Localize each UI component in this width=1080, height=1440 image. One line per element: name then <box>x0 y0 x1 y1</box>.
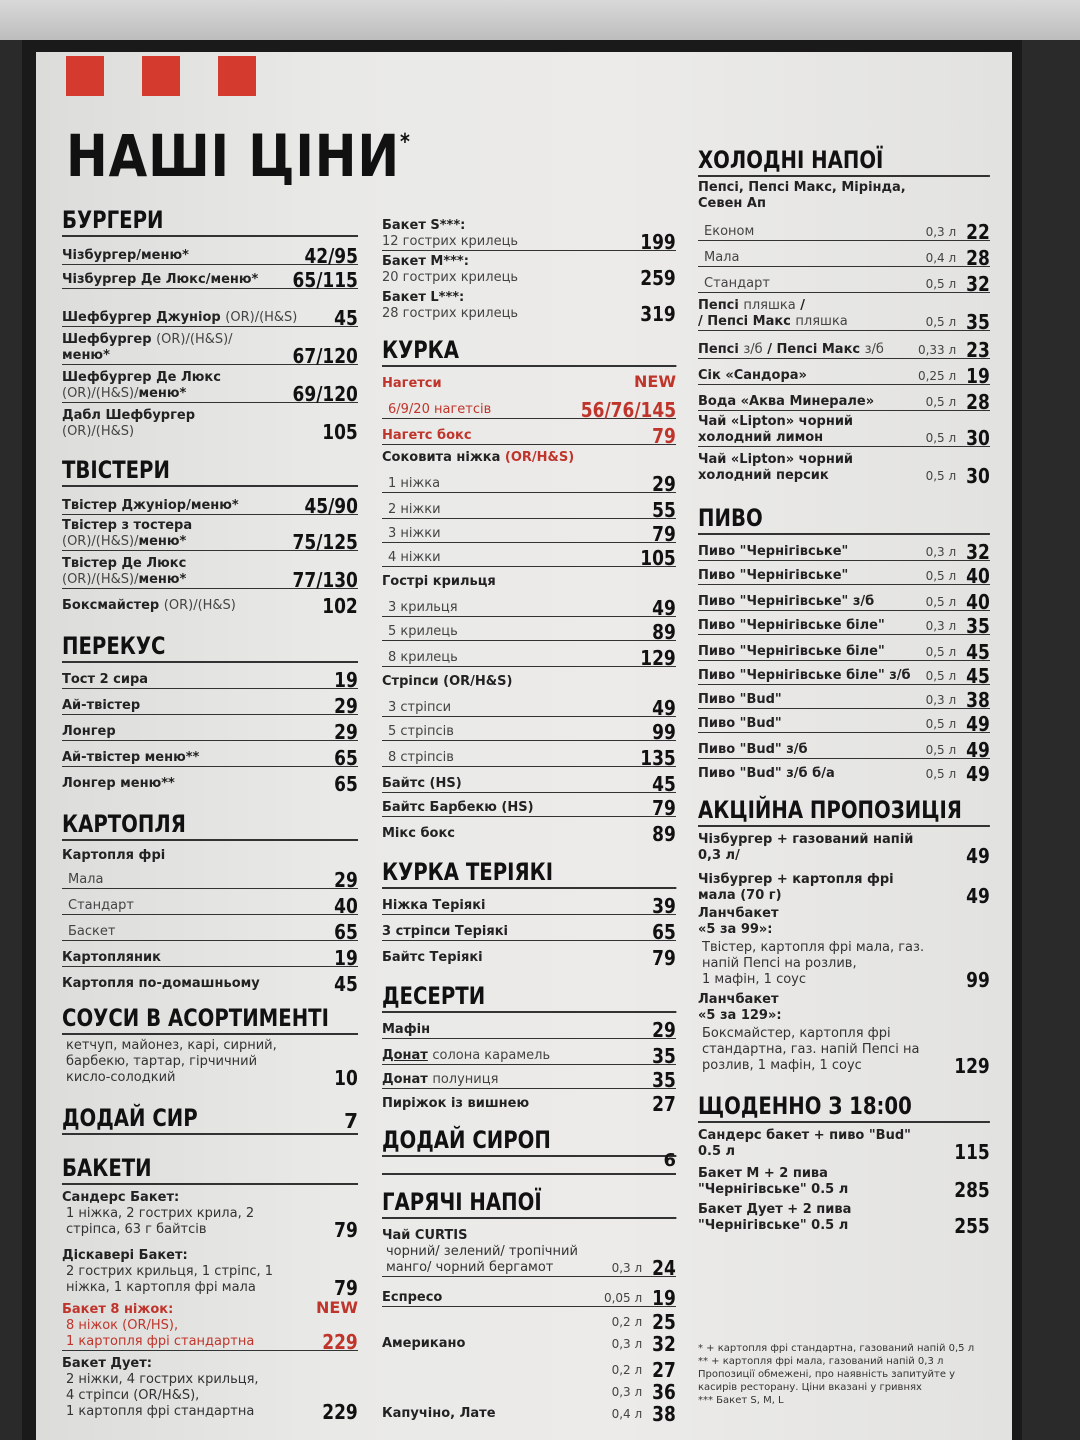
list-item: Пиво "Bud" з/б б/а 0,5 л 49 <box>698 762 990 786</box>
list-item: 3 ніжки 79 <box>382 520 676 543</box>
list-item: Лонгер 29 <box>62 720 358 744</box>
list-item: 2 гострих крильця, 1 стріпс, 1 ніжка, 1 картопля фрі мала 79 <box>66 1264 358 1300</box>
section-beer: ПИВО <box>698 504 990 535</box>
list-item: Сандерс бакет + пиво "Bud" 0.5 л 115 <box>698 1128 990 1164</box>
list-item: Чізбургер + картопля фрі мала (70 г) 49 <box>698 872 990 908</box>
list-item: 2 ніжки 55 <box>382 496 676 519</box>
list-item: Пиво "Bud" 0,3 л 38 <box>698 688 990 712</box>
list-item: Еспресо 0,05 л 19 <box>382 1286 676 1310</box>
page-title: НАШІ ЦІНИ* <box>66 122 411 190</box>
section-cold-drinks: ХОЛОДНІ НАПОЇ <box>698 146 990 177</box>
group-label: Гострі крильця <box>382 574 496 589</box>
section-promo: АКЦІЙНА ПРОПОЗИЦІЯ <box>698 796 990 827</box>
group-label: Чай CURTIS <box>382 1228 468 1243</box>
group-label: Нагетси <box>382 376 442 391</box>
list-item: 1 ніжка 29 <box>382 470 676 493</box>
list-item: Чізбургер + газований напій 0,3 л/ 49 <box>698 832 990 868</box>
list-item: 5 стріпсів 99 <box>382 718 676 741</box>
list-item: Бакет M***: 20 гострих крилець 259 <box>382 254 676 290</box>
group-label: Ланчбакет «5 за 99»: <box>698 906 779 937</box>
list-item: Пиво "Чернігівське" з/б 0,5 л 40 <box>698 590 990 614</box>
section-potato: КАРТОПЛЯ <box>62 810 358 841</box>
section-twisters: ТВІСТЕРИ <box>62 456 358 487</box>
list-item: Шефбургер (OR)/(H&S)/ меню* 67/120 <box>62 332 358 368</box>
list-item: кетчуп, майонез, карі, сирний, барбекю, тартар, гірчичний кисло-солодкий 10 <box>66 1038 358 1090</box>
list-item: Твістер Де Люкс (OR)/(H&S)/меню* 77/130 <box>62 556 358 592</box>
list-item: Твістер, картопля фрі мала, газ. напій Пепсі на розлив, 1 мафін, 1 соус 99 <box>702 940 990 992</box>
list-item: Економ 0,3 л 22 <box>698 218 990 241</box>
list-item: Чізбургер/меню* 42/95 <box>62 244 358 268</box>
bucket-title: Сандерс Бакет: <box>62 1190 180 1205</box>
section-cheese: ДОДАЙ СИР 7 <box>62 1104 358 1133</box>
group-label: Соковита ніжка (OR/H&S) <box>382 450 575 465</box>
list-item: Байтс Барбекю (HS) 79 <box>382 796 676 820</box>
list-item: 8 крилець 129 <box>382 644 676 667</box>
list-item: Твістер Джуніор/меню* 45/90 <box>62 494 358 518</box>
list-item: 0,3 л 36 <box>611 1380 676 1404</box>
section-daily: ЩОДЕННО З 18:00 <box>698 1092 990 1123</box>
bucket-title: Бакет Дует: <box>62 1356 152 1371</box>
list-item: Донат полуниця 35 <box>382 1068 676 1092</box>
list-item: Капучіно, Лате 0,4 л 38 <box>382 1402 676 1426</box>
list-item: Байтс (HS) 45 <box>382 772 676 796</box>
list-item: 2 ніжки, 4 гострих крильця, 4 стріпси (OR/H&S), 1 картопля фрі стандартна 229 <box>66 1372 358 1424</box>
section-hot-drinks: ГАРЯЧІ НАПОЇ <box>382 1188 676 1219</box>
bucket-title: Бакет 8 ніжок: <box>62 1302 174 1317</box>
list-item: 3 стріпси 49 <box>382 694 676 717</box>
list-item: 4 ніжки 105 <box>382 544 676 567</box>
list-item: Бакет S***: 12 гострих крилець 199 <box>382 218 676 254</box>
list-item: 1 ніжка, 2 гострих крила, 2 стріпса, 63 г байтсів 79 <box>66 1206 358 1242</box>
list-item: Пиво "Чернігівське" 0,3 л 32 <box>698 540 990 564</box>
list-item: Чай «Lipton» чорний холодний персик 0,5 л 30 <box>698 452 990 488</box>
list-item: 6/9/20 нагетсів 56/76/145 <box>382 396 676 419</box>
list-item: Стандарт 40 <box>62 892 358 915</box>
group-label: Картопля фрі <box>62 848 166 863</box>
footnotes: * + картопля фрі стандартна, газований напій 0,5 л ** + картопля фрі мала, газований напій 0,3 л Пропозиції обмежені, про наявність запитуйте у касирів ресторану. Ціни вказані у гривнях *** Бакет S, M, L <box>698 1343 975 1406</box>
list-item: Дабл Шефбургер (OR)/(H&S) 105 <box>62 408 358 444</box>
list-item: Мала 0,4 л 28 <box>698 244 990 267</box>
list-item: Ай-твістер 29 <box>62 694 358 718</box>
list-item: Пиво "Чернігівське" 0,5 л 40 <box>698 564 990 588</box>
list-item: Ніжка Теріякі 39 <box>382 894 676 918</box>
list-item: Пиво "Bud" з/б 0,5 л 49 <box>698 738 990 762</box>
new-badge: NEW <box>316 1298 358 1317</box>
list-item: Бакет L***: 28 гострих крилець 319 <box>382 290 676 326</box>
list-item: 5 крилець 89 <box>382 618 676 641</box>
list-item: Пепсі пляшка / / Пепсі Макс пляшка 0,5 л 35 <box>698 298 990 334</box>
brand-stripe <box>218 56 256 96</box>
backdrop-top <box>0 0 1080 40</box>
brand-stripe <box>66 56 104 96</box>
list-item: Пиріжок із вишнею 27 <box>382 1092 676 1116</box>
list-item: Боксмайстер, картопля фрі стандартна, газ. напій Пепсі на розлив, 1 мафін, 1 соус 129 <box>702 1026 990 1078</box>
syrup-price: 6 <box>382 1150 676 1175</box>
list-item: Чізбургер Де Люкс/меню* 65/115 <box>62 268 358 292</box>
section-desserts: ДЕСЕРТИ <box>382 982 676 1013</box>
list-item: чорний/ зелений/ тропічний манго/ чорний бергамот 0,3 л 24 <box>382 1244 676 1277</box>
menu-board <box>36 52 1012 1440</box>
new-badge: NEW <box>634 372 676 391</box>
section-syrup: ДОДАЙ СИРОП <box>382 1126 676 1157</box>
list-item: Ай-твістер меню** 65 <box>62 746 358 770</box>
list-item: Баскет 65 <box>62 918 358 941</box>
list-item: Американо 0,3 л 32 <box>382 1332 676 1356</box>
brand-stripe <box>142 56 180 96</box>
section-sauces: СОУСИ В АСОРТИМЕНТІ <box>62 1004 358 1035</box>
group-label: Стріпси (OR/H&S) <box>382 674 513 689</box>
list-item: 3 крильця 49 <box>382 594 676 617</box>
list-item: Донат солона карамель 35 <box>382 1044 676 1068</box>
list-item: 0,2 л 25 <box>611 1310 676 1334</box>
list-item: Пиво "Чернігівське біле" 0,3 л 35 <box>698 614 990 638</box>
list-item: Мала 29 <box>62 866 358 889</box>
list-item: Картопляник 19 <box>62 946 358 970</box>
section-teriyaki: КУРКА ТЕРІЯКІ <box>382 858 676 889</box>
list-item: Шефбургер Джуніор (OR)/(H&S) 45 <box>62 292 358 327</box>
group-label: Ланчбакет «5 за 129»: <box>698 992 782 1023</box>
list-item: Сік «Сандора» 0,25 л 19 <box>698 364 990 388</box>
list-item: Бакет Дует + 2 пива "Чернігівське" 0.5 л 255 <box>698 1202 990 1238</box>
section-buckets: БАКЕТИ <box>62 1154 358 1185</box>
list-item: Боксмайстер (OR)/(H&S) 102 <box>62 594 358 618</box>
list-item: Нагетс бокс 79 <box>382 424 676 448</box>
list-item: Пепсі з/б / Пепсі Макс з/б 0,33 л 23 <box>698 338 990 362</box>
list-item: 8 стріпсів 135 <box>382 744 676 767</box>
section-chicken: КУРКА <box>382 336 676 367</box>
list-item: Бакет М + 2 пива "Чернігівське" 0.5 л 285 <box>698 1166 990 1202</box>
list-item: Лонгер меню** 65 <box>62 772 358 796</box>
section-burgers: БУРГЕРИ <box>62 206 358 237</box>
group-label: Пепсі, Пепсі Макс, Мірінда, Севен Ап <box>698 180 906 211</box>
list-item: Стандарт 0,5 л 32 <box>698 270 990 293</box>
list-item: Пиво "Чернігівське біле" з/б 0,5 л 45 <box>698 664 990 688</box>
list-item: Пиво "Bud" 0,5 л 49 <box>698 712 990 736</box>
list-item: Мікс бокс 89 <box>382 822 676 846</box>
bucket-title: Діскавері Бакет: <box>62 1248 188 1263</box>
list-item: Байтс Теріякі 79 <box>382 946 676 970</box>
list-item: Шефбургер Де Люкс (OR)/(H&S)/меню* 69/120 <box>62 370 358 406</box>
list-item: 0,2 л 27 <box>611 1358 676 1382</box>
list-item: Чай «Lipton» чорний холодний лимон 0,5 л 30 <box>698 414 990 450</box>
list-item: Вода «Аква Минерале» 0,5 л 28 <box>698 390 990 414</box>
list-item: Тост 2 сира 19 <box>62 668 358 692</box>
list-item: Картопля по-домашньому 45 <box>62 972 358 996</box>
list-item: Пиво "Чернігівське біле" 0,5 л 45 <box>698 640 990 664</box>
list-item: 8 ніжок (OR/HS), 1 картопля фрі стандартна 229 <box>62 1318 358 1351</box>
list-item: Мафін 29 <box>382 1018 676 1042</box>
list-item: 3 стріпси Теріякі 65 <box>382 920 676 944</box>
list-item: Твістер з тостера (OR)/(H&S)/меню* 75/125 <box>62 518 358 554</box>
section-snacks: ПЕРЕКУС <box>62 632 358 663</box>
